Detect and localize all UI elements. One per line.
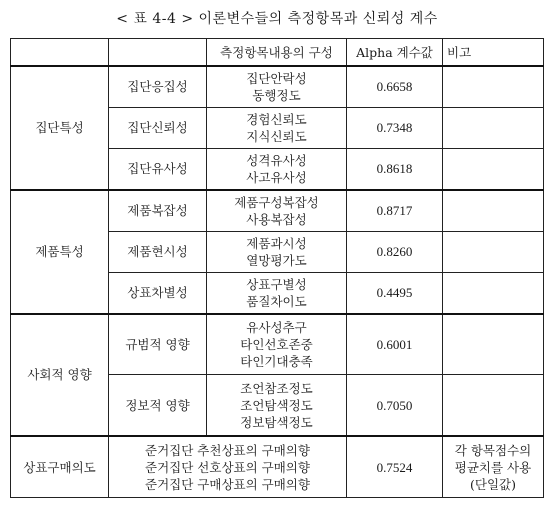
alpha-value: 0.8618 [347,148,443,189]
group-label: 사회적 영향 [11,314,109,437]
item-content: 성격유사성 사고유사성 [207,148,347,189]
variable-name: 제품현시성 [109,231,207,272]
header-cell [11,39,109,67]
table-row [11,314,544,375]
note-cell: 각 항목점수의 평균치를 사용 (단일값) [443,436,544,497]
variable-name: 정보적 영향 [109,375,207,436]
table-title: < 표 4-4 > 이론변수들의 측정항목과 신뢰성 계수 [116,11,438,27]
item-content: 조언참조정도 조언탐색정도 정보탐색정도 [207,375,347,436]
note-cell [443,66,544,107]
item-content: 집단안락성 동행정도 [207,66,347,107]
alpha-value: 0.6658 [347,66,443,107]
header-cell [109,39,207,67]
note-cell [443,314,544,375]
alpha-value: 0.8260 [347,231,443,272]
alpha-value: 0.7348 [347,107,443,148]
variable-name: 집단응집성 [109,66,207,107]
header-cell: Alpha 계수값 [347,39,443,67]
variable-name: 집단유사성 [109,148,207,189]
item-content: 제품구성복잡성 사용복잡성 [207,190,347,231]
group-label: 집단특성 [11,66,109,190]
item-content: 유사성추구 타인선호존중 타인기대충족 [207,314,347,375]
alpha-value: 0.4495 [347,272,443,313]
variable-name: 집단신뢰성 [109,107,207,148]
group-label: 제품특성 [11,190,109,314]
alpha-value: 0.6001 [347,314,443,375]
variable-name: 상표차별성 [109,272,207,313]
item-content: 제품과시성 열망평가도 [207,231,347,272]
item-content: 상표구별성 품질차이도 [207,272,347,313]
group-label: 상표구매의도 [11,436,109,497]
alpha-value: 0.7524 [347,436,443,497]
note-cell [443,148,544,189]
note-cell [443,107,544,148]
note-cell [443,231,544,272]
note-cell [443,375,544,436]
table-row [11,436,544,497]
note-cell [443,272,544,313]
item-content: 경험신뢰도 지식신뢰도 [207,107,347,148]
note-cell [443,190,544,231]
alpha-value: 0.7050 [347,375,443,436]
table-row [11,66,544,107]
header-cell: 측정항목내용의 구성 [207,39,347,67]
header-row [11,39,544,67]
alpha-value: 0.8717 [347,190,443,231]
variable-name: 제품복잡성 [109,190,207,231]
header-cell: 비고 [443,39,544,67]
reliability-table [10,38,544,498]
item-content: 준거집단 추천상표의 구매의향 준거집단 선호상표의 구매의향 준거집단 구매상표의 구매의향 [109,436,347,497]
table-row [11,190,544,231]
variable-name: 규범적 영향 [109,314,207,375]
